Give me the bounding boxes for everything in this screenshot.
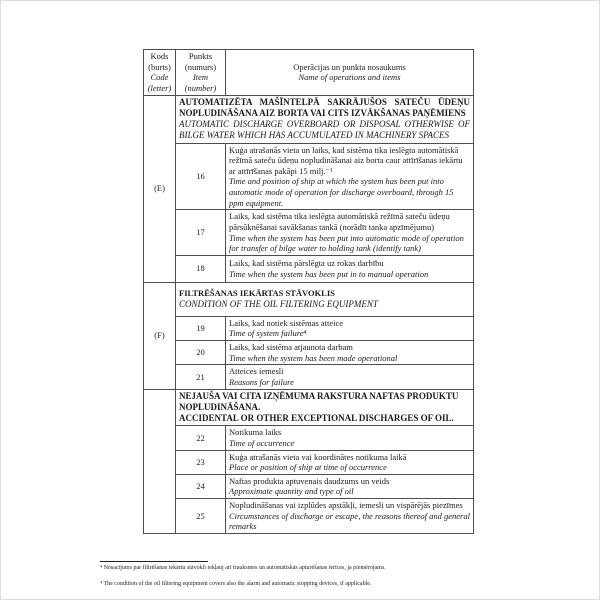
item-description-en: Time and position of ship at which the system has been put into automatic mode of operation for discharge overboard, through 15 ppm equipment. [229,176,454,208]
header-operations-column [226,50,474,96]
item-description-en: Time when the system has been put into automatic mode of operation for transfer of bilge water to holding tank (identify tank) [229,232,464,254]
header-code-lv2: (burts) [148,61,171,72]
footnotes [100,561,580,587]
oil-record-book-table [143,49,474,534]
item-number: 20 [176,341,226,365]
table-row-item-25 [144,499,474,534]
item-description [226,365,474,389]
item-number: 24 [176,474,226,498]
header-operations-lv: Operācijas un punkta nosaukums [293,61,406,72]
item-description-en: Time when the system has been put in to manual operation [229,268,429,279]
item-number: 25 [176,499,226,534]
table-row-item-22 [144,426,474,450]
table-row-item-20 [144,341,474,365]
table-row-item-18 [144,255,474,282]
item-description-lv: Notikuma laiks [229,427,282,438]
item-description [226,255,474,282]
header-item-en: Item [192,72,209,83]
item-description-lv: Laiks, kad notiek sistēmas atteice [229,317,344,328]
footnote-en: ⁴ The condition of the oil filtering equipment covers also the alarm and automatic stopping devices, if applicable. [100,580,372,587]
item-description-en: Circumstances of discharge or escape, the reasons thereof and general remarks [229,510,470,532]
section-f-title-row [144,282,474,316]
section-e-code: (E) [144,95,176,282]
table-header-row [144,50,474,96]
header-code-en: Code [150,72,169,83]
section-accidental-code [144,389,176,534]
item-description [226,143,474,210]
footnote-divider [100,561,208,562]
header-code-en2: (letter) [147,82,172,93]
header-item-lv: Punkts [188,51,213,61]
item-description [226,210,474,256]
section-e-title-lv: AUTOMATIZĒTA MAŠĪNTELPĀ SAKRĀJUŠOS SATEČU ŪDEŅU NOPLUDINĀŠANA AIZ BORTA VAI CITS IZVĀKŠANAS PAŅĒMIENS [179,96,470,118]
header-operations-en: Name of operations and items [298,72,401,83]
section-accidental-title-cell [176,389,474,426]
item-number: 17 [176,210,226,256]
section-accidental-title-en: ACCIDENTAL OR OTHER EXCEPTIONAL DISCHARGES OF OIL. [179,413,454,423]
item-number: 23 [176,450,226,474]
header-code-lv: Kods [150,51,169,61]
header-item-column [176,50,226,96]
item-description [226,450,474,474]
item-number: 22 [176,426,226,450]
section-e-title-cell [176,95,474,143]
table-row-item-19 [144,316,474,340]
footnote-lv: ⁴ Nosacījums par filtrēšanas iekārtu stāvokli iekļauj arī trauksmes un automātiskās apturēšanas ierīces, ja piemērojams. [100,565,386,571]
item-description [226,316,474,340]
item-description-lv: Atteices iemesli [229,366,284,377]
section-f-title-lv: FILTRĒŠANAS IEKĀRTAS STĀVOKLIS [179,288,335,299]
item-description [226,474,474,498]
item-description-en: Time of system failure⁴ [229,328,307,339]
item-number: 18 [176,255,226,282]
header-code-column [144,50,176,96]
table-row-item-23 [144,450,474,474]
item-number: 21 [176,365,226,389]
table-row-item-24 [144,474,474,498]
item-description-lv: Kuģa atrašanās vieta vai koordinātes notikuma laikā [229,451,407,462]
section-e-title-en: AUTOMATIC DISCHARGE OVERBOARD OR DISPOSAL OTHERWISE OF BILGE WATER WHICH HAS ACCUMULATED IN MACHINERY SPACES [179,119,470,141]
item-number: 19 [176,316,226,340]
item-description-lv: Laiks, kad sistēma pārslēgta uz rokas darbību [229,258,384,269]
item-description-en: Place or position of ship at time of occurrence [229,462,387,473]
item-description-lv: Laiks, kad sistēma tika ieslēgta automātiskā režīmā sateču ūdeņu pārsūknēšanai savākšanas tankā (norādīt tanka apzīmējumu) [229,211,450,232]
item-description-en: Time when the system has been made operational [229,352,398,363]
section-f-title-en: CONDITION OF THE OIL FILTERING EQUIPMENT [179,298,378,309]
section-accidental-title-lv: NEJAUŠA VAI CITA IZŅĒMUMA RAKSTURA NAFTAS PRODUKTU NOPLUDINĀŠANA. [179,390,459,412]
section-f-code: (F) [144,282,176,389]
item-description-en: Reasons for failure [229,376,294,387]
header-item-lv2: (numurs) [184,61,217,72]
item-description-en: Approximate quantity and type of oil [229,486,354,497]
item-description [226,499,474,534]
section-accidental-title-row [144,389,474,426]
item-description-lv: Nopludināšanas vai izplūdes apstākļi, iemesli un vispārējās piezīmes [229,500,463,511]
item-description [226,426,474,450]
item-description-en: Time of occurrence [229,437,295,448]
header-item-en2: (number) [184,82,217,93]
item-description [226,341,474,365]
section-f-title-cell [176,282,474,316]
table-row-item-17 [144,210,474,256]
table-row-item-16 [144,143,474,210]
table-row-item-21 [144,365,474,389]
item-description-lv: Naftas produkta aptuvenais daudzums un veids [229,475,390,486]
item-description-lv: Laiks, kad sistēma atjaunota darbam [229,342,353,352]
section-e-title-row [144,95,474,143]
item-description-lv: Kuģa atrašanās vieta un laiks, kad sistēma tika ieslēgta automātiskā režīmā sateču ūdeņu nopludināšanai aiz borta caur attīrīšanas iekārtu ar attīrīšanas pakāpi 15 milj.⁻¹ [229,144,463,176]
item-number: 16 [176,143,226,210]
